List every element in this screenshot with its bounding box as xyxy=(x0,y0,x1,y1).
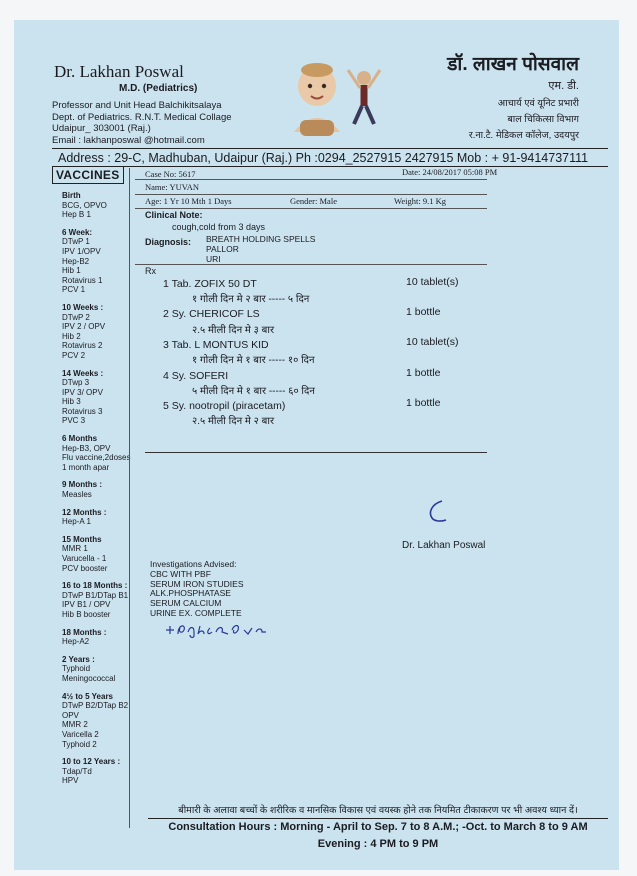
vaccine-group-head: 6 Week: xyxy=(62,227,93,237)
rx-item-3: 3 Tab. L MONTUS KID xyxy=(163,339,269,351)
vaccine-item: DTwp 3 xyxy=(62,378,90,388)
vaccine-item: DTwP B1/DTap B1 xyxy=(62,590,129,600)
rx-item-4: 4 Sy. SOFERI xyxy=(163,370,229,382)
rx-qty-5: 1 bottle xyxy=(406,397,441,409)
affiliation-line: Udaipur_ 303001 (Raj.) xyxy=(52,123,151,134)
case-number: Case No: 5617 xyxy=(145,169,196,179)
rx-dose-5: २.५ मीली दिन मे २ बार xyxy=(192,416,275,427)
footer-note-hi: बीमारी के अलावा बच्चों के शरीरिक व मानसिक विकास एवं वयस्क होने तक नियमित टीकाकरण पर भी अवश्य ध्यान दें। xyxy=(148,803,608,819)
rx-dose-3: १ गोली दिन मे १ बार ----- १० दिन xyxy=(192,355,315,366)
diagnosis-item: URI xyxy=(206,253,221,264)
vaccine-group xyxy=(62,434,152,472)
rx-qty-2: 1 bottle xyxy=(406,306,441,318)
patient-gender: Gender: Male xyxy=(290,196,337,206)
vaccine-group xyxy=(62,535,152,573)
investigation-item: URINE EX. COMPLETE xyxy=(150,607,242,618)
vaccine-group xyxy=(62,757,152,786)
prescription-sheet xyxy=(14,20,619,870)
vaccine-item: Hep-A2 xyxy=(62,637,90,647)
vaccine-item: BCG, OPVO xyxy=(62,200,107,210)
vaccine-group xyxy=(62,581,152,619)
vaccine-group xyxy=(62,228,152,295)
rx-item-1: 1 Tab. ZOFIX 50 DT xyxy=(163,278,257,290)
rx-end-rule xyxy=(145,452,487,453)
vaccine-group xyxy=(62,628,152,647)
rx-item-5: 5 Sy. nootropil (piracetam) xyxy=(163,400,286,412)
vaccine-group-head: 2 Years : xyxy=(62,654,95,664)
handwritten-note xyxy=(164,620,274,640)
vaccine-item: Hib 1 xyxy=(62,266,81,276)
vaccine-item: Flu vaccine,2doses xyxy=(62,453,131,463)
vaccine-group xyxy=(62,191,152,220)
vaccine-schedule xyxy=(62,191,152,794)
diagnosis-item: PALLOR xyxy=(206,243,239,254)
vaccine-item: PVC 3 xyxy=(62,416,86,426)
vaccine-item: HPV xyxy=(62,776,79,786)
vaccine-item: DTwP 2 xyxy=(62,312,90,322)
vaccine-item: IPV 1/OPV xyxy=(62,246,101,256)
vaccine-group-head: 18 Months : xyxy=(62,627,107,637)
vaccine-item: Hep B 1 xyxy=(62,210,91,220)
patient-name: Name: YUVAN xyxy=(145,182,200,192)
diagnosis-item: BREATH HOLDING SPELLS xyxy=(206,234,316,244)
vaccine-group xyxy=(62,369,152,427)
vaccine-group-head: 15 Months xyxy=(62,534,102,544)
diagnosis-label: Diagnosis: xyxy=(145,237,192,247)
affiliation-line-hi: बाल चिकित्सा विभाग xyxy=(507,114,579,125)
affiliation-line: Dept. of Pediatrics. R.N.T. Medical Collage xyxy=(52,111,232,123)
vaccine-item: Meningococcal xyxy=(62,673,116,683)
vaccine-item: Varicella 2 xyxy=(62,729,99,739)
rx-dose-4: ५ मीली दिन मे १ बार ----- ६० दिन xyxy=(192,386,315,397)
patient-weight: Weight: 9.1 Kg xyxy=(394,196,446,206)
vaccine-group-head: 12 Months : xyxy=(62,507,107,517)
vaccine-group-head: Birth xyxy=(62,191,81,200)
rx-qty-3: 10 tablet(s) xyxy=(406,336,459,348)
investigations-section xyxy=(150,560,244,619)
patient-age: Age: 1 Yr 10 Mth 1 Days xyxy=(145,196,232,206)
doctor-name-en: Dr. Lakhan Poswal xyxy=(54,62,184,81)
affiliation-line-hi: र.ना.टै. मेडिकल कॉलेज, उदयपुर xyxy=(468,130,579,141)
vaccine-group-head: 9 Months : xyxy=(62,480,102,490)
baby-photo xyxy=(286,60,348,140)
vaccine-item: Hep-B2 xyxy=(62,256,90,266)
doctor-degree-hi: एम. डी. xyxy=(548,80,579,92)
rx-qty-4: 1 bottle xyxy=(406,367,441,379)
vaccine-group xyxy=(62,508,152,527)
vaccine-item: Hib 3 xyxy=(62,397,81,407)
doctor-affiliation-en xyxy=(52,100,282,146)
rx-qty-1: 10 tablet(s) xyxy=(406,276,459,288)
vaccine-group-head: 6 Months xyxy=(62,434,98,444)
column-divider xyxy=(129,168,130,828)
vaccine-group xyxy=(62,655,152,684)
vaccine-item: Hib 2 xyxy=(62,331,81,341)
doctor-name-hi: डॉ. लाखन पोसवाल xyxy=(447,54,579,75)
consultation-morning: Consultation Hours : Morning - April to Sep. 7 to 8 A.M.; -Oct. to March 8 to 9 AM xyxy=(168,821,588,833)
child-jumping-photo xyxy=(344,64,384,130)
affiliation-line: Email : lakhanposwal @hotmail.com xyxy=(52,134,205,146)
vaccine-group-head: 10 Weeks : xyxy=(62,302,104,312)
vaccine-item: PCV booster xyxy=(62,563,108,573)
vaccine-item: Varucella - 1 xyxy=(62,554,107,563)
vaccine-item: Hep-B3, OPV xyxy=(62,443,111,453)
affiliation-line: Professor and Unit Head Balchikitsalaya xyxy=(52,100,222,111)
vaccine-item: PCV 1 xyxy=(62,285,86,295)
signature-mark xyxy=(424,498,450,526)
vaccine-item: MMR 2 xyxy=(62,720,88,730)
vaccine-item: IPV 2 / OPV xyxy=(62,322,106,332)
vaccine-item: Hep-A 1 xyxy=(62,517,91,527)
vaccine-item: DTwP 1 xyxy=(62,237,90,247)
rx-dose-1: १ गोली दिन मे २ बार ----- ५ दिन xyxy=(192,294,310,305)
clinical-note-label: Clinical Note: xyxy=(145,210,203,220)
vaccines-title: VACCINES xyxy=(52,166,124,184)
signature-name: Dr. Lakhan Poswal xyxy=(402,540,486,551)
rule xyxy=(135,264,487,265)
vaccine-item: Rotavirus 1 xyxy=(62,275,103,285)
vaccine-item: Typhoid 2 xyxy=(62,739,97,749)
affiliation-line-hi: आचार्य एवं यूनिट प्रभारी xyxy=(497,98,579,109)
consultation-evening: Evening : 4 PM to 9 PM xyxy=(317,838,439,850)
doctor-affiliation-hi xyxy=(469,96,579,144)
vaccine-item: PCV 2 xyxy=(62,350,86,360)
investigation-item: CBC WITH PBF xyxy=(150,568,211,579)
rule xyxy=(135,194,487,195)
vaccine-item: OPV xyxy=(62,710,79,720)
rx-item-2: 2 Sy. CHERICOF LS xyxy=(163,308,260,320)
vaccine-item: Typhoid xyxy=(62,664,91,674)
visit-date: Date: 24/08/2017 05:08 PM xyxy=(402,167,498,177)
vaccine-item: Rotavirus 3 xyxy=(62,406,103,416)
vaccine-item: Measles xyxy=(62,490,92,500)
vaccine-item: Rotavirus 2 xyxy=(62,341,103,351)
vaccine-group-head: 10 to 12 Years : xyxy=(62,757,121,767)
vaccine-item: IPV 3/ OPV xyxy=(62,387,103,397)
consultation-hours xyxy=(148,819,608,853)
vaccine-item: DTwP B2/DTap B2 xyxy=(62,701,129,711)
investigation-item: ALK.PHOSPHATASE xyxy=(150,588,231,599)
diagnosis-list xyxy=(206,235,315,264)
rx-dose-2: २.५ मीली दिन मे ३ बार xyxy=(192,325,275,336)
investigations-label: Investigations Advised: xyxy=(150,559,237,569)
vaccine-item: 1 month apar xyxy=(62,462,110,472)
vaccine-group-head: 4½ to 5 Years xyxy=(62,691,113,701)
vaccine-group xyxy=(62,303,152,361)
investigation-item: SERUM IRON STUDIES xyxy=(150,578,244,589)
vaccine-item: IPV B1 / OPV xyxy=(62,600,111,610)
vaccine-group-head: 14 Weeks : xyxy=(62,368,104,378)
investigation-item: SERUM CALCIUM xyxy=(150,598,222,609)
doctor-degree-en: M.D. (Pediatrics) xyxy=(119,83,198,94)
vaccine-group xyxy=(62,480,152,499)
address-bar: Address : 29-C, Madhuban, Udaipur (Raj.) Ph :0294_2527915 2427915 Mob : + 91-9414737111 xyxy=(52,148,608,167)
rule xyxy=(135,208,487,209)
vaccine-item: MMR 1 xyxy=(62,544,88,554)
rule xyxy=(135,179,487,180)
vaccine-group-head: 16 to 18 Months : xyxy=(62,581,128,591)
vaccine-item: Tdap/Td xyxy=(62,766,92,776)
clinical-note: cough,cold from 3 days xyxy=(172,222,266,232)
vaccine-group xyxy=(62,692,152,750)
vaccine-item: Hib B booster xyxy=(62,609,111,619)
rx-label: Rx xyxy=(145,266,156,276)
